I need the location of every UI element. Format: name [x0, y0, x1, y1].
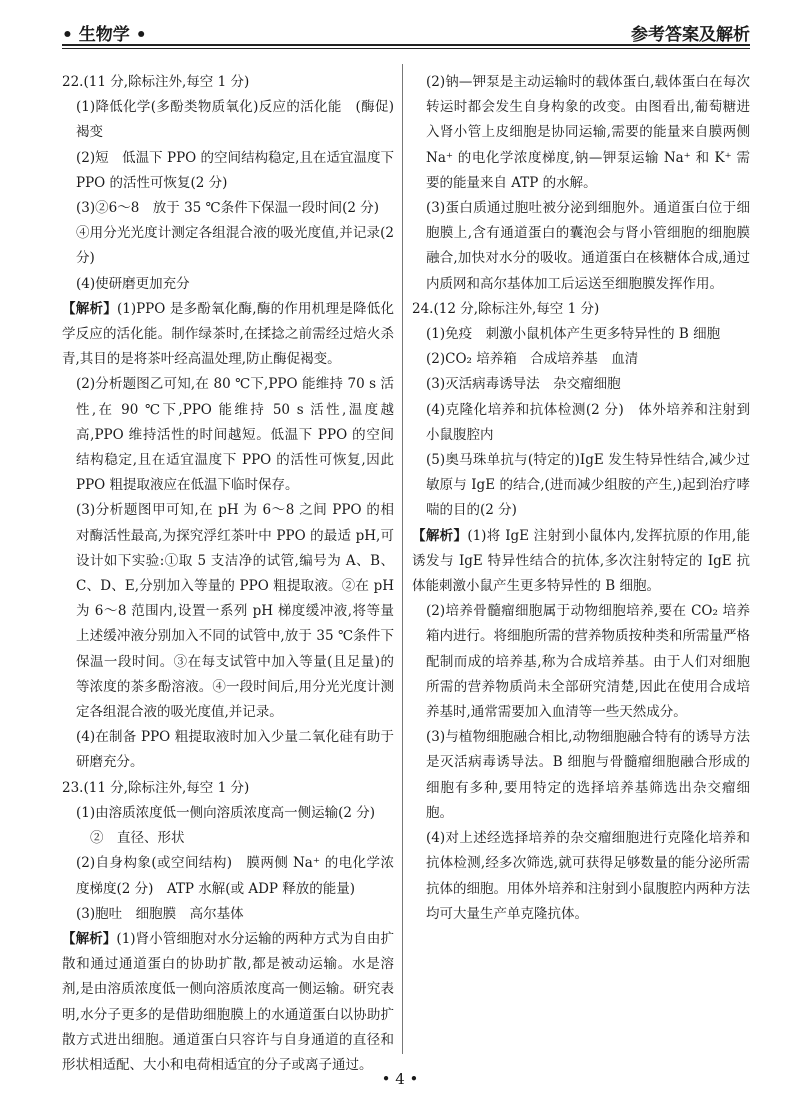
q22-title: 22.(11 分,除标注外,每空 1 分): [62, 74, 250, 90]
q22-answer-2: (2)短 低温下 PPO 的空间结构稳定,且在适宜温度下 PPO 的活性可恢复(2 分): [76, 149, 394, 191]
q23-analysis-2: (2)钠—钾泵是主动运输时的载体蛋白,载体蛋白在每次转运时都会发生自身构象的改变。由图看出,葡萄糖进入肾小管上皮细胞是协同运输,需要的能量来自膜两侧 Na⁺ 的电化学浓度梯度,钠—钾泵运输 Na⁺ 和 K⁺ 需要的能量来自 ATP 的水解。: [426, 74, 750, 191]
header-rule-thin: [62, 48, 750, 49]
q22-analysis-2: (2)分析题图乙可知,在 80 ℃下,PPO 能维持 70 s 活性,在 90 ℃下,PPO 能维持 50 s 活性,温度越高,PPO 维持活性的时间越短。低温下 PPO 的空间结构稳定,且在适宜温度下 PPO 的活性可恢复,因此 PPO 粗提取液应在低温下临时保存。: [76, 376, 394, 494]
q24-answer-3: (3)灭活病毒诱导法 杂交瘤细胞: [426, 376, 621, 393]
subject-label: • 生物学 •: [62, 25, 147, 45]
page-number: • 4 •: [381, 1070, 419, 1088]
q24-answer-4: (4)克隆化培养和抗体检测(2 分) 体外培养和注射到小鼠腹腔内: [426, 401, 750, 443]
page-header: [62, 14, 750, 48]
q24-analysis-1: [412, 524, 750, 600]
q24-answer-1: (1)免疫 刺激小鼠机体产生更多特异性的 B 细胞: [426, 326, 721, 343]
q22-answer-1: (1)降低化学(多酚类物质氧化)反应的活化能 (酶促)褐变: [76, 99, 394, 141]
analysis-label: 【解析】: [412, 527, 468, 544]
q24-answer-2: (2)CO₂ 培养箱 合成培养基 血清: [426, 351, 639, 368]
q22-analysis-1: [62, 297, 394, 373]
analysis-label: 【解析】: [62, 930, 117, 947]
q24-analysis-3: (3)与植物细胞融合相比,动物细胞融合特有的诱导方法是灭活病毒诱导法。B 细胞与骨髓瘤细胞融合形成的细胞有多种,要用特定的选择培养基筛选出杂交瘤细胞。: [426, 729, 750, 821]
column-divider: [402, 64, 403, 1054]
section-title: 参考答案及解析: [631, 25, 750, 45]
analysis-label: 【解析】: [62, 300, 117, 317]
q23-answer-1: (1)由溶质浓度低一侧向溶质浓度高一侧运输(2 分): [76, 804, 376, 821]
q23-analysis-1-text: (1)肾小管细胞对水分运输的两种方式为自由扩散和通过通道蛋白的协助扩散,都是被动运输。水是溶剂,是由溶质浓度低一侧向溶质浓度高一侧运输。研究表明,水分子更多的是借助细胞膜上的水通道蛋白以协助扩散方式进出细胞。通道蛋白只容许与自身通道的直径和形状相适配、大小和电荷相适宜的分子或离子通过。: [62, 930, 395, 1073]
right-column: [412, 70, 750, 927]
q23-title: 23.(11 分,除标注外,每空 1 分): [62, 779, 250, 796]
q22-answer-4: (4)使研磨更加充分: [76, 275, 190, 292]
q24-analysis-2: (2)培养骨髓瘤细胞属于动物细胞培养,要在 CO₂ 培养箱内进行。将细胞所需的营养物质按种类和所需量严格配制而成的培养基,称为合成培养基。由于人们对细胞所需的营养物质尚未全部研究清楚,因此在使用合成培养基时,通常需要加入血清等一些天然成分。: [426, 603, 750, 721]
q24-analysis-1-text: (1)将 IgE 注射到小鼠体内,发挥抗原的作用,能诱发与 IgE 特异性结合的抗体,多次注射特定的 IgE 抗体能刺激小鼠产生更多特异性的 B 细胞。: [412, 527, 750, 595]
q23-analysis-3: (3)蛋白质通过胞吐被分泌到细胞外。通道蛋白位于细胞膜上,含有通道蛋白的囊泡会与肾小管细胞的细胞膜融合,加快对水分的吸收。通道蛋白在核糖体合成,通过内质网和高尔基体加工后运送至细胞膜发挥作用。: [426, 200, 750, 292]
q22-analysis-1-text: (1)PPO 是多酚氧化酶,酶的作用机理是降低化学反应的活化能。制作绿茶时,在揉捻之前需经过焙火杀青,其目的是将茶叶经高温处理,防止酶促褐变。: [62, 300, 394, 368]
left-column: [62, 70, 394, 1078]
header-rule-thick: [62, 44, 750, 46]
q22-answer-3: (3)②6～8 放于 35 ℃条件下保温一段时间(2 分): [76, 200, 380, 217]
q23-answer-3: (3)胞吐 细胞膜 高尔基体: [76, 905, 244, 922]
q22-analysis-3: (3)分析题图甲可知,在 pH 为 6～8 之间 PPO 的相对酶活性最高,为探究浮红茶叶中 PPO 的最适 pH,可设计如下实验:①取 5 支洁净的试管,编号为 A、B、C、D、E,分别加入等量的 PPO 粗提取液。②在 pH 为 6～8 范围内,设置一系列 pH 梯度缓冲液,将等量上述缓冲液分别加入不同的试管中,放于 35 ℃条件下保温一段时间。③在每支试管中加入等量(且足量)的等浓度的茶多酚溶液。④一段时间后,用分光光度计测定各组混合液的吸光度值,并记录。: [76, 502, 394, 721]
q24-title: 24.(12 分,除标注外,每空 1 分): [412, 300, 600, 317]
q22-answer-3b: ④用分光光度计测定各组混合液的吸光度值,并记录(2 分): [76, 225, 394, 267]
q23-analysis-1: [62, 927, 394, 1078]
q24-answer-5: (5)奥马珠单抗与(特定的)IgE 发生特异性结合,减少过敏原与 IgE 的结合,(进而减少组胺的产生,)起到治疗哮喘的目的(2 分): [426, 452, 750, 519]
q23-answer-1b: ② 直径、形状: [90, 830, 185, 847]
q22-analysis-4: (4)在制备 PPO 粗提取液时加入少量二氧化硅有助于研磨充分。: [76, 729, 394, 771]
q23-answer-2: (2)自身构象(或空间结构) 膜两侧 Na⁺ 的电化学浓度梯度(2 分) ATP 水解(或 ADP 释放的能量): [76, 855, 394, 897]
q24-analysis-4: (4)对上述经选择培养的杂交瘤细胞进行克隆化培养和抗体检测,经多次筛选,就可获得足够数量的能分泌所需抗体的细胞。用体外培养和注射到小鼠腹腔内两种方法均可大量生产单克隆抗体。: [426, 830, 750, 922]
